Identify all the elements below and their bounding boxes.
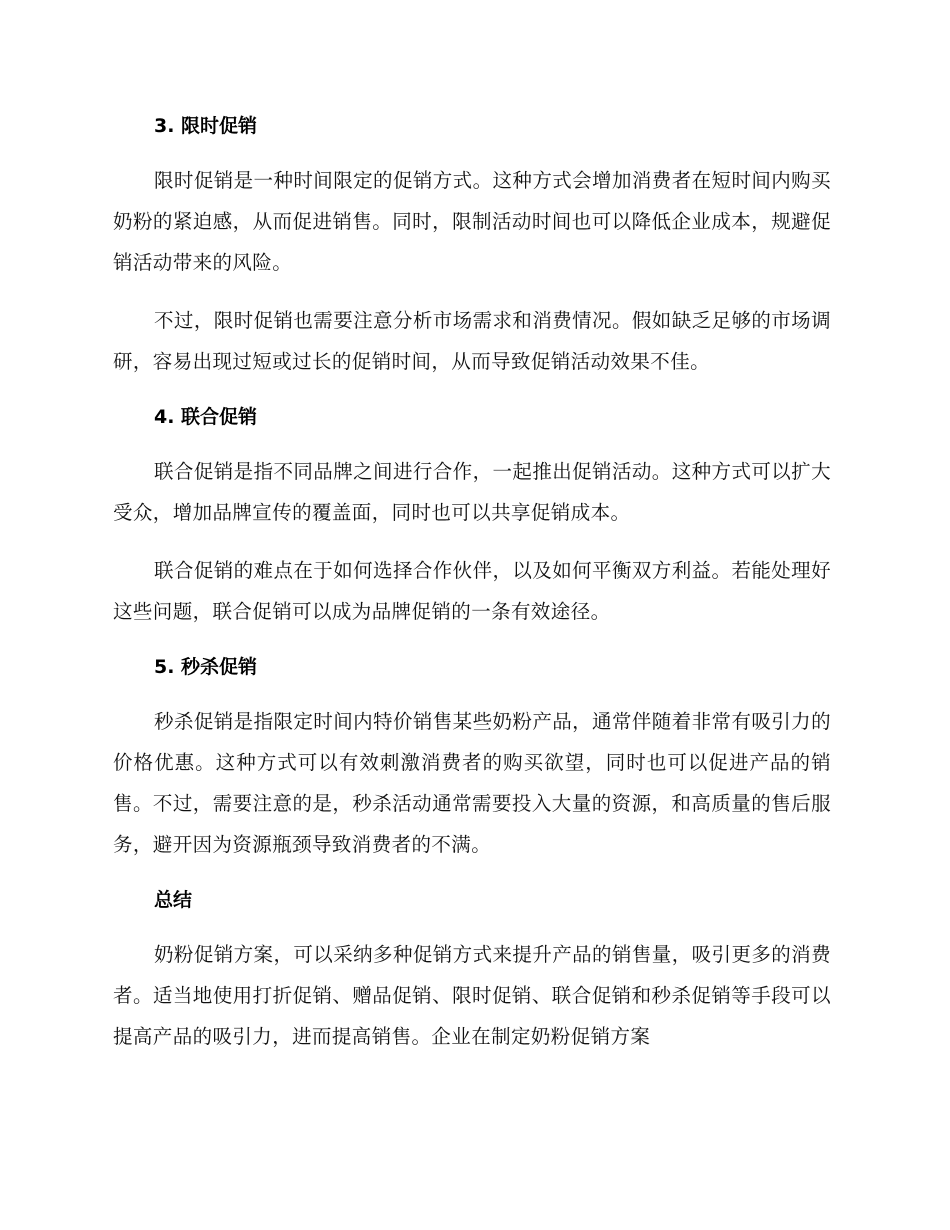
section-flash-sale-promotion xyxy=(113,649,831,865)
paragraph: 奶粉促销方案，可以采纳多种促销方式来提升产品的销售量，吸引更多的消费者。适当地使用打折促销、赠品促销、限时促销、联合促销和秒杀促销等手段可以提高产品的吸引力，进而提高销售。企业在制定奶粉促销方案 xyxy=(113,943,831,1048)
section-heading: 总结 xyxy=(154,889,193,911)
document-body xyxy=(113,108,831,1074)
section-limited-time-promotion xyxy=(113,108,831,382)
paragraph: 联合促销的难点在于如何选择合作伙伴，以及如何平衡双方利益。若能处理好这些问题，联合促销可以成为品牌促销的一条有效途径。 xyxy=(113,559,831,623)
paragraph: 秒杀促销是指限定时间内特价销售某些奶粉产品，通常伴随着非常有吸引力的价格优惠。这种方式可以有效刺激消费者的购买欲望，同时也可以促进产品的销售。不过，需要注意的是，秒杀活动通常需要投入大量的资源，和高质量的售后服务，避开因为资源瓶颈导致消费者的不满。 xyxy=(113,710,831,856)
paragraph: 不过，限时促销也需要注意分析市场需求和消费情况。假如缺乏足够的市场调研，容易出现过短或过长的促销时间，从而导致促销活动效果不佳。 xyxy=(113,309,831,373)
section-heading: 5. 秒杀促销 xyxy=(154,656,258,678)
paragraph: 限时促销是一种时间限定的促销方式。这种方式会增加消费者在短时间内购买奶粉的紧迫感，从而促进销售。同时，限制活动时间也可以降低企业成本，规避促销活动带来的风险。 xyxy=(113,169,831,274)
section-summary xyxy=(113,882,831,1057)
section-heading: 3. 限时促销 xyxy=(154,115,258,137)
section-joint-promotion xyxy=(113,399,831,632)
section-heading: 4. 联合促销 xyxy=(154,406,258,428)
paragraph: 联合促销是指不同品牌之间进行合作，一起推出促销活动。这种方式可以扩大受众，增加品牌宣传的覆盖面，同时也可以共享促销成本。 xyxy=(113,460,831,524)
